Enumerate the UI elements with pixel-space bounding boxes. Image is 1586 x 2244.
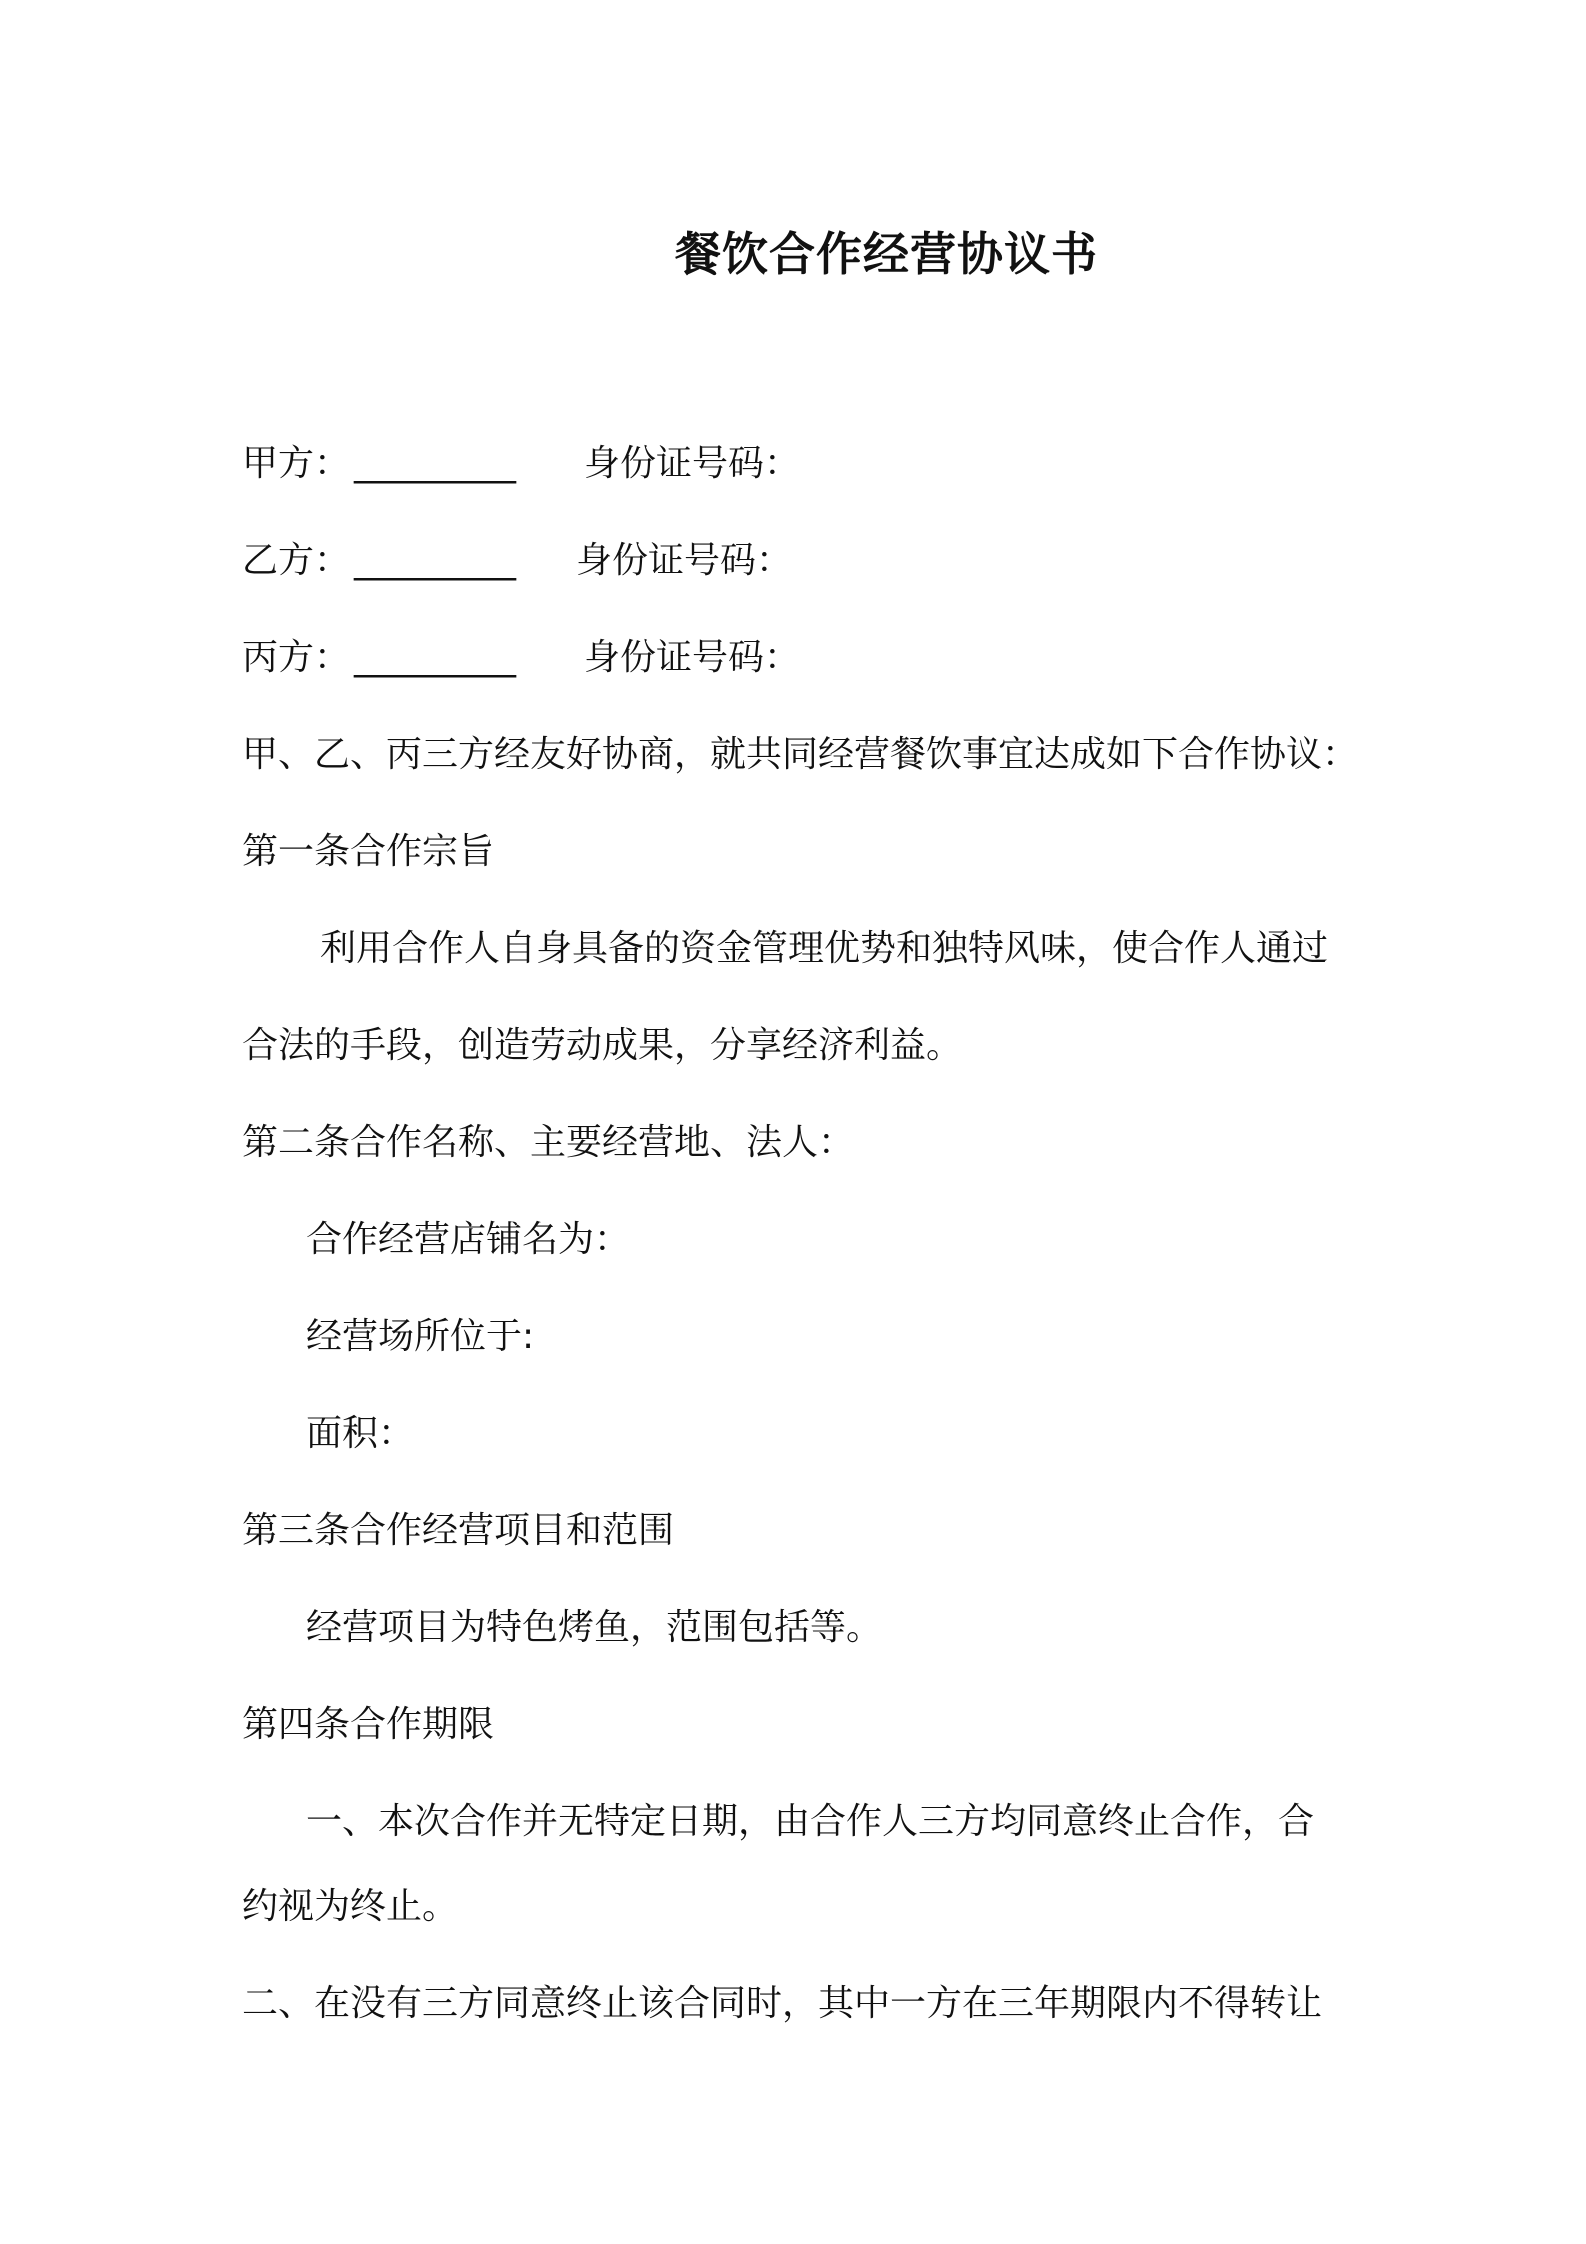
article-1-line-1: 利用合作人自身具备的资金管理优势和独特风味，使合作人通过 <box>320 928 1329 969</box>
intro-paragraph: 甲、乙、丙三方经友好协商，就共同经营餐饮事宜达成如下合作协议： <box>242 734 1359 775</box>
party-a-row <box>242 440 801 488</box>
article-4-item-1-line-1: 一、本次合作并无特定日期，由合作人三方均同意终止合作，合 <box>306 1801 1315 1842</box>
article-4-heading: 第四条合作期限 <box>242 1704 495 1745</box>
area-field: 面积： <box>306 1413 415 1454</box>
party-b-id-label: 身份证号码： <box>576 540 793 581</box>
party-b-row <box>242 537 793 585</box>
article-1-line-2: 合法的手段，创造劳动成果，分享经济利益。 <box>242 1025 963 1066</box>
store-name-field: 合作经营店铺名为： <box>306 1219 631 1260</box>
article-3-content: 经营项目为特色烤鱼，范围包括等。 <box>306 1607 883 1648</box>
article-4-item-2-line-1: 二、在没有三方同意终止该合同时，其中一方在三年期限内不得转让 <box>242 1983 1323 2024</box>
party-a-label: 甲方： <box>242 443 351 484</box>
party-c-name-blank: _________ <box>354 637 517 678</box>
document-title: 餐饮合作经营协议书 <box>675 227 1098 281</box>
location-field: 经营场所位于: <box>306 1316 535 1357</box>
article-3-heading: 第三条合作经营项目和范围 <box>242 1510 675 1551</box>
article-1-heading: 第一条合作宗旨 <box>242 831 495 872</box>
article-4-item-1-line-2: 约视为终止。 <box>242 1886 459 1927</box>
party-b-name-blank: _________ <box>354 540 517 581</box>
party-c-id-label: 身份证号码： <box>584 637 801 678</box>
party-b-label: 乙方： <box>242 540 351 581</box>
party-c-row <box>242 634 801 682</box>
party-c-label: 丙方： <box>242 637 351 678</box>
party-a-name-blank: _________ <box>354 443 517 484</box>
article-2-heading: 第二条合作名称、主要经营地、法人： <box>242 1122 855 1163</box>
party-a-id-label: 身份证号码： <box>584 443 801 484</box>
